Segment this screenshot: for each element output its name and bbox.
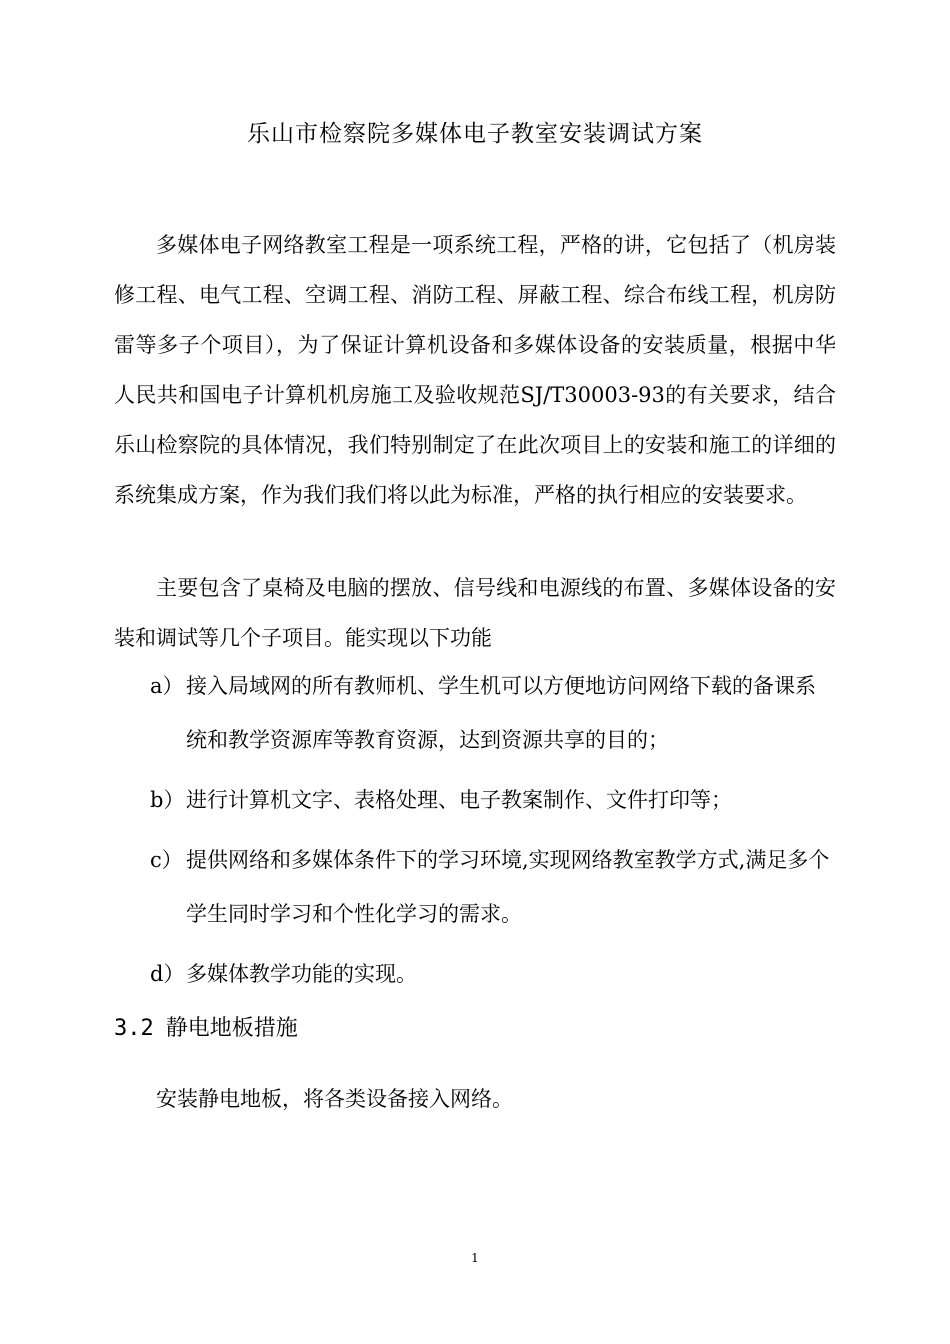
list-marker: c） [150,848,183,872]
section-paragraph: 安装静电地板，将各类设备接入网络。 [156,1087,513,1111]
intro-paragraph: 多媒体电子网络教室工程是一项系统工程，严格的讲，它包括了（机房装修工程、电气工程、空调工程、消防工程、屏蔽工程、综合布线工程，机房防雷等多子个项目），为了保证计算机设备和多媒体设备的安装质量，根据中华人民共和国电子计算机机房施工及验收规范SJ/T30003-93的有关要求，结合乐山检察院的具体情况，我们特别制定了在此次项目上的安装和施工的详细的系统集成方案，作为我们我们将以此为标准，严格的执行相应的安装要求。 [114,233,836,507]
list-item [114,833,836,941]
list-item-text: 提供网络和多媒体条件下的学习环境,实现网络教室教学方式,满足多个学生同时学习和个性化学习的需求。 [186,848,830,926]
list-item [114,773,836,827]
list-item-text: 多媒体教学功能的实现。 [186,962,417,986]
list-marker: b） [150,788,185,812]
section-heading [114,1007,298,1051]
list-item-text: 进行计算机文字、表格处理、电子教案制作、文件打印等； [186,788,732,812]
section-title: 静电地板措施 [165,1016,298,1041]
page-number: 1 [471,1251,479,1265]
function-list [114,659,836,1007]
section-number: 3.2 [114,1016,154,1041]
list-marker: d） [150,962,185,986]
document-title: 乐山市检察院多媒体电子教室安装调试方案 [247,121,703,147]
list-marker: a） [150,674,184,698]
scope-paragraph: 主要包含了桌椅及电脑的摆放、信号线和电源线的布置、多媒体设备的安装和调试等几个子项目。能实现以下功能 [114,576,836,650]
list-item [114,947,836,1001]
list-item-text: 接入局域网的所有教师机、学生机可以方便地访问网络下载的备课系统和教学资源库等教育资源，达到资源共享的目的； [186,674,816,752]
list-item [114,659,836,767]
